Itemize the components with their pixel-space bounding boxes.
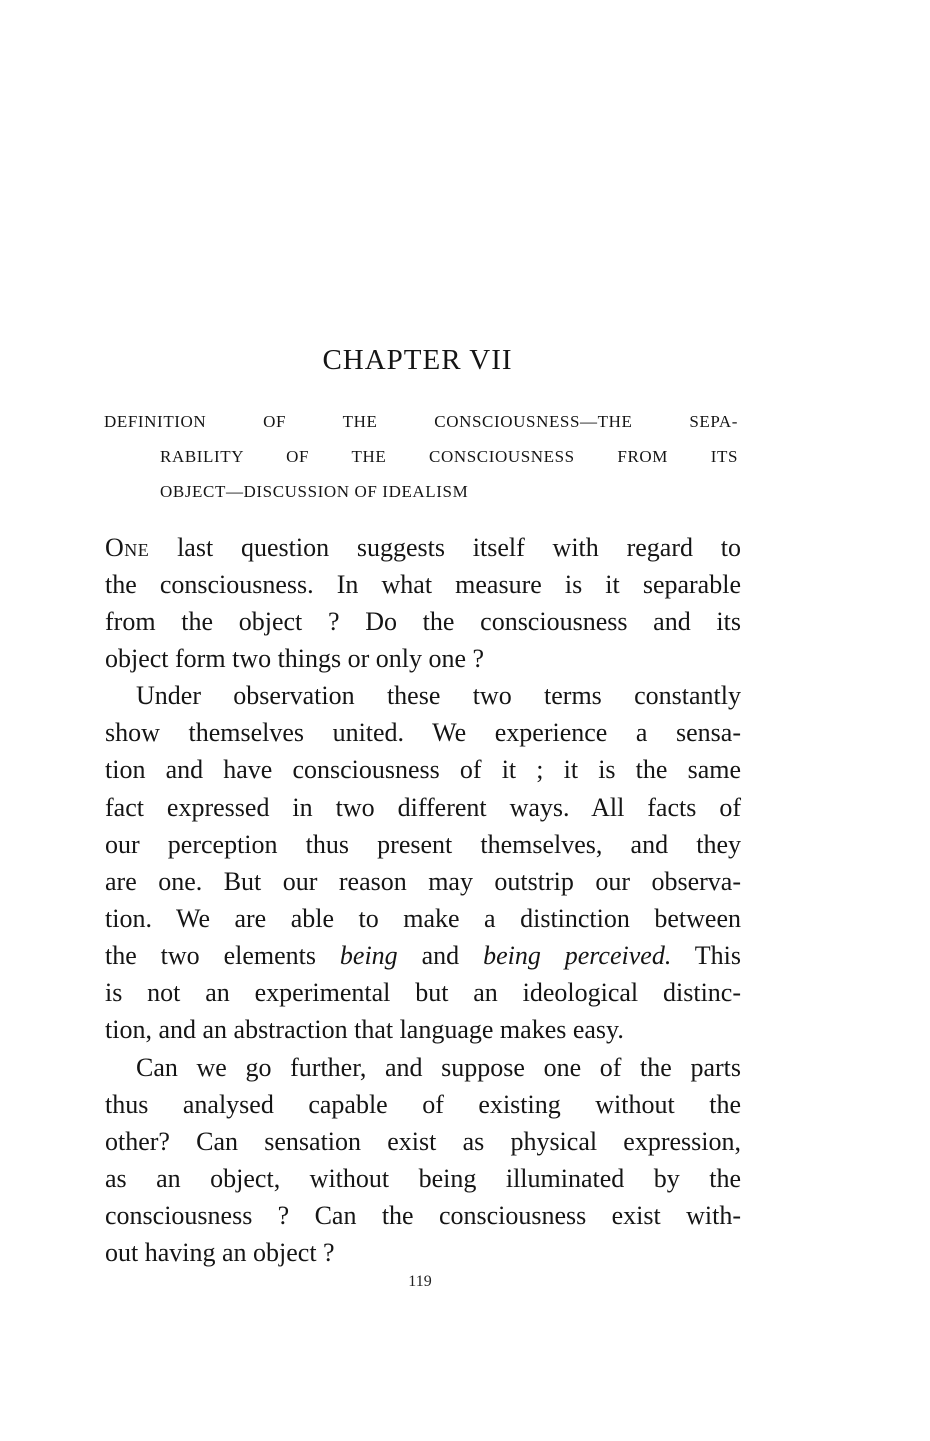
paragraph-3-line: as an object, without being illuminated by the [105,1164,741,1193]
paragraph-2-line: tion. We are able to make a distinction between [105,904,741,933]
paragraph-3-line: consciousness ? Can the consciousness exist with- [105,1201,741,1230]
paragraph-1-line: One last question suggests itself with regard to [105,533,741,562]
paragraph-2-line: Under observation these two terms constantly [136,681,741,710]
paragraph-2-line: our perception thus present themselves, and they [105,830,741,859]
paragraph-2-line: show themselves united. We experience a sensa- [105,718,741,747]
page-number: 119 [408,1273,432,1290]
chapter-summary-line: OBJECT—DISCUSSION OF IDEALISM [160,482,469,501]
paragraph-2-line: tion and have consciousness of it ; it is the same [105,755,741,784]
paragraph-2-line: the two elements being and being perceived. This [105,941,741,970]
paragraph-3-line: other? Can sensation exist as physical expression, [105,1127,741,1156]
italic-term-being: being [339,941,398,970]
chapter-summary-line: DEFINITION OF THE CONSCIOUSNESS—THE SEPA- [104,412,738,431]
paragraph-1-line: object form two things or only one ? [105,644,485,673]
paragraph-1-line: from the object ? Do the consciousness and its [105,607,741,636]
paragraph-2-line: fact expressed in two different ways. All facts of [105,793,741,822]
paragraph-2-line: is not an experimental but an ideological distinc- [105,978,741,1007]
paragraph-2-line: are one. But our reason may outstrip our observa- [105,867,741,896]
opening-word: One [105,533,150,562]
paragraph-3-line: out having an object ? [105,1238,335,1267]
paragraph-2-line: tion, and an abstraction that language makes easy. [105,1015,624,1044]
paragraph-3-line: thus analysed capable of existing without the [105,1090,741,1119]
paragraph-1-line: the consciousness. In what measure is it separable [105,570,741,599]
italic-term-being-perceived: being perceived. [483,941,672,970]
chapter-title: CHAPTER VII [322,344,513,376]
paragraph-3-line: Can we go further, and suppose one of the parts [136,1053,741,1082]
chapter-summary-line: RABILITY OF THE CONSCIOUSNESS FROM ITS [160,447,738,466]
